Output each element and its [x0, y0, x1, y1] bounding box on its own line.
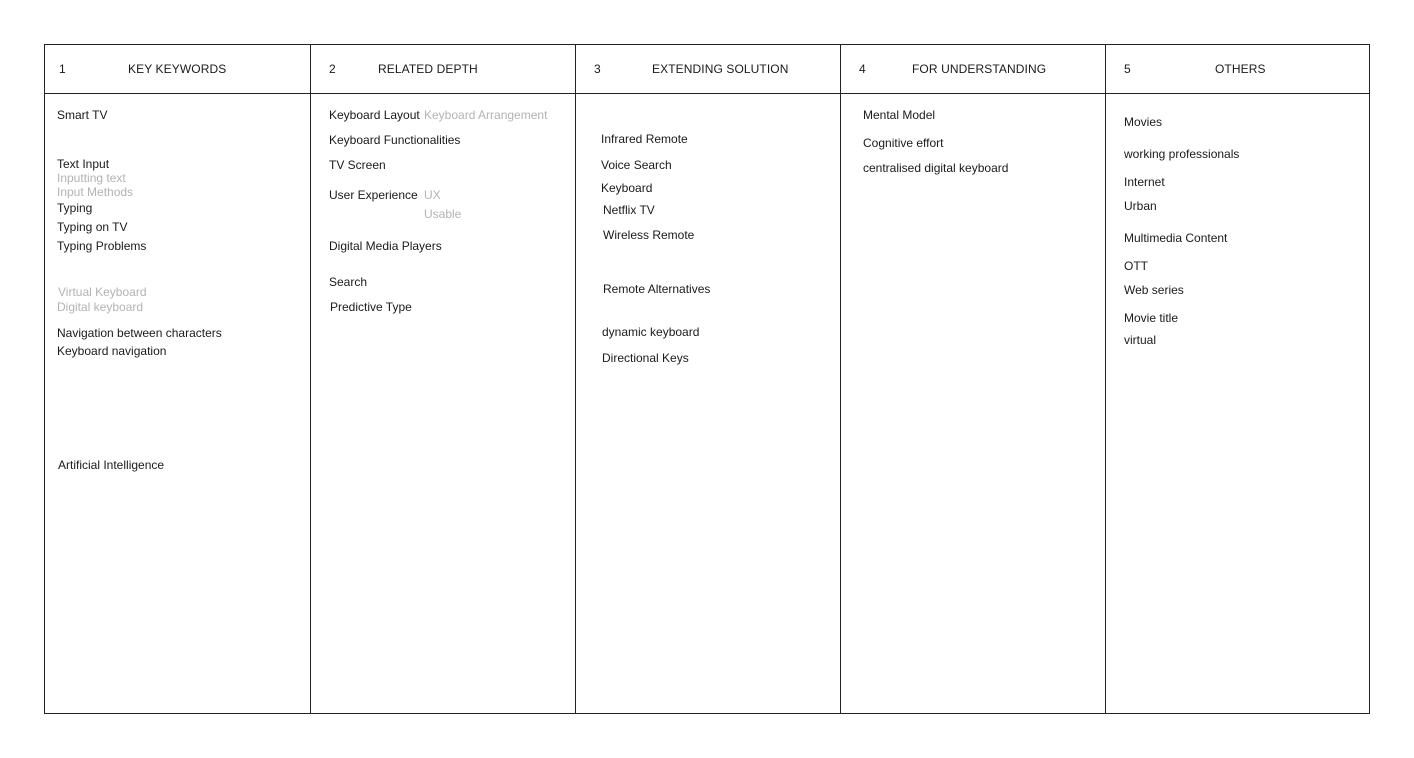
column-header	[841, 45, 1105, 94]
column-title: OTHERS	[1215, 62, 1266, 76]
keyword-item-muted: Virtual Keyboard	[58, 285, 147, 299]
keyword-item-muted: UX	[424, 188, 441, 202]
keyword-item: Mental Model	[863, 108, 936, 122]
column-others	[1105, 45, 1369, 713]
keyword-item: centralised digital keyboard	[863, 161, 1009, 175]
keyword-item: Cognitive effort	[863, 136, 944, 150]
keyword-item: Movies	[1124, 115, 1163, 129]
keyword-item: Multimedia Content	[1124, 231, 1228, 245]
column-title: KEY KEYWORDS	[128, 62, 227, 76]
keyword-item: OTT	[1124, 259, 1148, 273]
keyword-item: Typing on TV	[57, 220, 128, 234]
column-number: 1	[59, 62, 66, 76]
keyword-item: Digital Media Players	[329, 239, 442, 253]
keyword-item: Search	[329, 275, 368, 289]
column-title: FOR UNDERSTANDING	[912, 62, 1047, 76]
keyword-item: Internet	[1124, 175, 1165, 189]
column-extending-solution	[575, 45, 840, 713]
keyword-item: Keyboard navigation	[57, 344, 167, 358]
keyword-item: Directional Keys	[602, 351, 689, 365]
keyword-item: Wireless Remote	[603, 228, 695, 242]
column-number: 3	[594, 62, 601, 76]
keyword-item-muted: Inputting text	[57, 171, 126, 185]
keyword-item: Web series	[1124, 283, 1184, 297]
keyword-item: Keyboard Layout	[329, 108, 420, 122]
keyword-item: dynamic keyboard	[602, 325, 700, 339]
column-number: 4	[859, 62, 866, 76]
column-title: RELATED DEPTH	[378, 62, 478, 76]
keyword-item: Navigation between characters	[57, 326, 222, 340]
keyword-item-muted: Keyboard Arrangement	[424, 108, 548, 122]
keyword-item-muted: Digital keyboard	[57, 300, 144, 314]
column-number: 5	[1124, 62, 1131, 76]
keyword-item: Smart TV	[57, 108, 108, 122]
keyword-board	[44, 44, 1370, 714]
keyword-item: Remote Alternatives	[603, 282, 711, 296]
keyword-item: virtual	[1124, 333, 1157, 347]
keyword-item-muted: Usable	[424, 207, 462, 221]
column-header	[576, 45, 840, 94]
keyword-item: Urban	[1124, 199, 1157, 213]
keyword-item: User Experience	[329, 188, 418, 202]
keyword-item: Artificial Intelligence	[58, 458, 165, 472]
column-related-depth	[310, 45, 575, 713]
keyword-item: Predictive Type	[330, 300, 412, 314]
keyword-item: Infrared Remote	[601, 132, 688, 146]
column-header	[45, 45, 310, 94]
column-number: 2	[329, 62, 336, 76]
keyword-item: Voice Search	[601, 158, 672, 172]
column-for-understanding	[840, 45, 1105, 713]
keyword-item: Text Input	[57, 157, 110, 171]
keyword-item: Movie title	[1124, 311, 1179, 325]
keyword-item: Typing	[57, 201, 93, 215]
keyword-item: Typing Problems	[57, 239, 147, 253]
column-header	[1106, 45, 1369, 94]
column-header	[311, 45, 575, 94]
keyword-item: Keyboard	[601, 181, 653, 195]
keyword-item-muted: Input Methods	[57, 185, 134, 199]
keyword-item: Netflix TV	[603, 203, 655, 217]
keyword-item: TV Screen	[329, 158, 386, 172]
column-key-keywords	[45, 45, 310, 713]
keyword-item: Keyboard Functionalities	[329, 133, 461, 147]
column-title: EXTENDING SOLUTION	[652, 62, 789, 76]
keyword-item: working professionals	[1124, 147, 1240, 161]
